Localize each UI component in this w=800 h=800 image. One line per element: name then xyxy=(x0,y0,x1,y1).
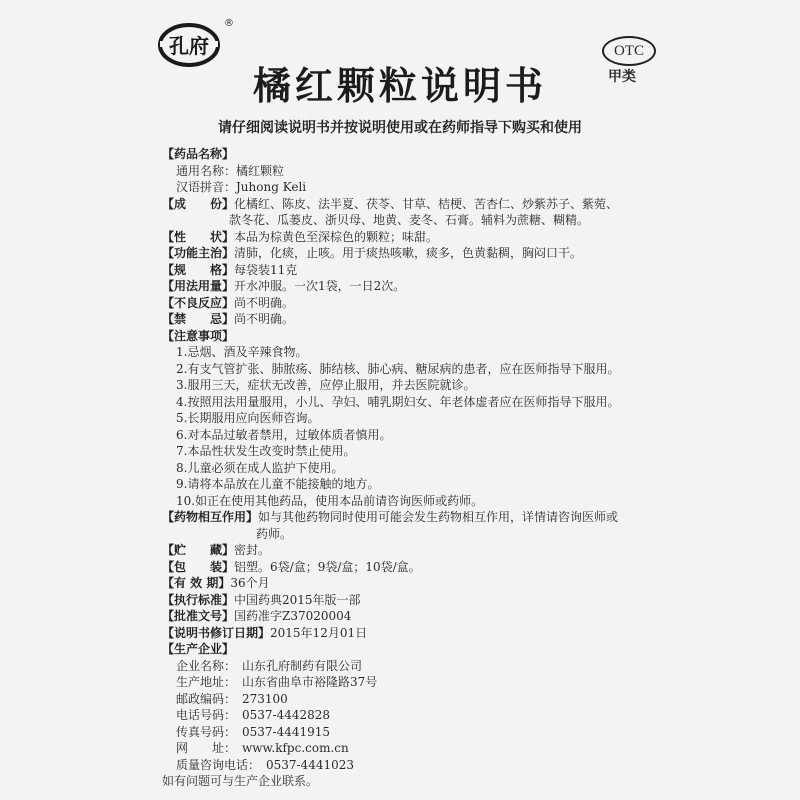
manufacturer-line: 企业名称： 山东孔府制药有限公司 xyxy=(176,658,363,673)
contraindication-label: 【禁 忌】 xyxy=(162,312,235,326)
pinyin-name: 汉语拼音：Juhong Keli xyxy=(176,180,307,194)
precaution-item: 7.本品性状发生改变时禁止使用。 xyxy=(176,444,356,458)
ingredients-text-cont: 款冬花、瓜蒌皮、浙贝母、地黄、麦冬、石膏。辅料为蔗糖、糊精。 xyxy=(229,213,590,227)
precaution-item: 9.请将本品放在儿童不能接触的地方。 xyxy=(176,477,380,491)
precaution-item: 3.服用三天，症状无改善，应停止服用，并去医院就诊。 xyxy=(176,378,476,392)
precaution-item: 8.儿童必须在成人监护下使用。 xyxy=(176,460,344,475)
manufacturer-line: 邮政编码： 273100 xyxy=(176,691,288,706)
interaction-label: 【药物相互作用】 xyxy=(162,510,259,524)
usage-label: 【用法用量】 xyxy=(162,279,235,293)
approval-label: 【批准文号】 xyxy=(162,609,235,623)
approval-text: 国药准字Z37020004 xyxy=(234,609,352,623)
precaution-item: 4.按照用法用量服用，小儿、孕妇、哺乳期妇女、年老体虚者应在医师指导下服用。 xyxy=(176,394,620,409)
interaction-text: 如与其他药物同时使用可能会发生药物相互作用，详情请咨询医师或 xyxy=(258,510,619,524)
revision-label: 【说明书修订日期】 xyxy=(162,625,271,640)
storage-text: 密封。 xyxy=(234,543,271,557)
adverse-text: 尚不明确。 xyxy=(234,295,295,310)
validity-text: 36个月 xyxy=(230,576,270,590)
ingredients-label: 【成 份】 xyxy=(162,196,235,211)
registered-mark: ® xyxy=(224,18,234,29)
generic-name: 通用名称：橘红颗粒 xyxy=(176,163,285,178)
footer-note: 如有问题可与生产企业联系。 xyxy=(162,774,319,788)
standard-text: 中国药典2015年版一部 xyxy=(234,592,361,607)
package-text: 铝塑。6袋/盒；9袋/盒；10袋/盒。 xyxy=(234,559,421,574)
spec-label: 【规 格】 xyxy=(162,262,235,277)
precaution-item: 10.如正在使用其他药品，使用本品前请咨询医师或药师。 xyxy=(176,493,484,508)
manufacturer-line: 质量咨询电话： 0537-4441023 xyxy=(176,757,355,772)
spec-text: 每袋装11克 xyxy=(234,262,298,277)
adverse-label: 【不良反应】 xyxy=(162,295,235,310)
manufacturer-line: 生产地址： 山东省曲阜市裕隆路37号 xyxy=(176,675,378,689)
manufacturer-line: 传真号码： 0537-4441915 xyxy=(176,724,331,739)
precaution-item: 2.有支气管扩张、肺脓疡、肺结核、肺心病、糖尿病的患者，应在医师指导下服用。 xyxy=(176,361,620,376)
storage-label: 【贮 藏】 xyxy=(162,543,235,557)
otc-badge: OTC xyxy=(602,36,656,66)
precaution-item: 5.长期服用应向医师咨询。 xyxy=(176,411,320,425)
drug-name-label: 【药品名称】 xyxy=(162,147,235,161)
package-label: 【包 装】 xyxy=(162,559,235,574)
indication-text: 清肺，化痰，止咳。用于痰热咳嗽，痰多，色黄黏稠，胸闷口干。 xyxy=(234,246,583,260)
standard-label: 【执行标准】 xyxy=(162,592,235,607)
character-label: 【性 状】 xyxy=(162,229,235,244)
precautions-label: 【注意事项】 xyxy=(162,328,235,343)
page-title: 橘红颗粒说明书 xyxy=(252,64,547,108)
character-text: 本品为棕黄色至深棕色的颗粒；味甜。 xyxy=(234,229,439,244)
subtitle: 请仔细阅读说明书并按说明使用或在药师指导下购买和使用 xyxy=(218,120,582,136)
manufacturer-line: 电话号码： 0537-4442828 xyxy=(176,708,331,722)
leaflet-body xyxy=(162,146,682,790)
manufacturer-label: 【生产企业】 xyxy=(162,642,235,656)
contraindication-text: 尚不明确。 xyxy=(234,312,295,326)
revision-text: 2015年12月01日 xyxy=(270,625,368,640)
logo-text: 孔府 xyxy=(169,34,209,58)
usage-text: 开水冲服。一次1袋，一日2次。 xyxy=(234,279,406,293)
indication-label: 【功能主治】 xyxy=(162,246,235,260)
precaution-item: 1.忌烟、酒及辛辣食物。 xyxy=(176,345,308,359)
interaction-text-cont: 药师。 xyxy=(256,526,293,541)
manufacturer-line: 网 址： www.kfpc.com.cn xyxy=(176,741,349,755)
ingredients-text: 化橘红、陈皮、法半夏、茯苓、甘草、桔梗、苦杏仁、炒紫苏子、紫菀、 xyxy=(234,196,619,211)
precaution-item: 6.对本品过敏者禁用，过敏体质者慎用。 xyxy=(176,427,392,442)
validity-label: 【有 效 期】 xyxy=(162,576,231,590)
otc-class: 甲类 xyxy=(608,69,636,85)
